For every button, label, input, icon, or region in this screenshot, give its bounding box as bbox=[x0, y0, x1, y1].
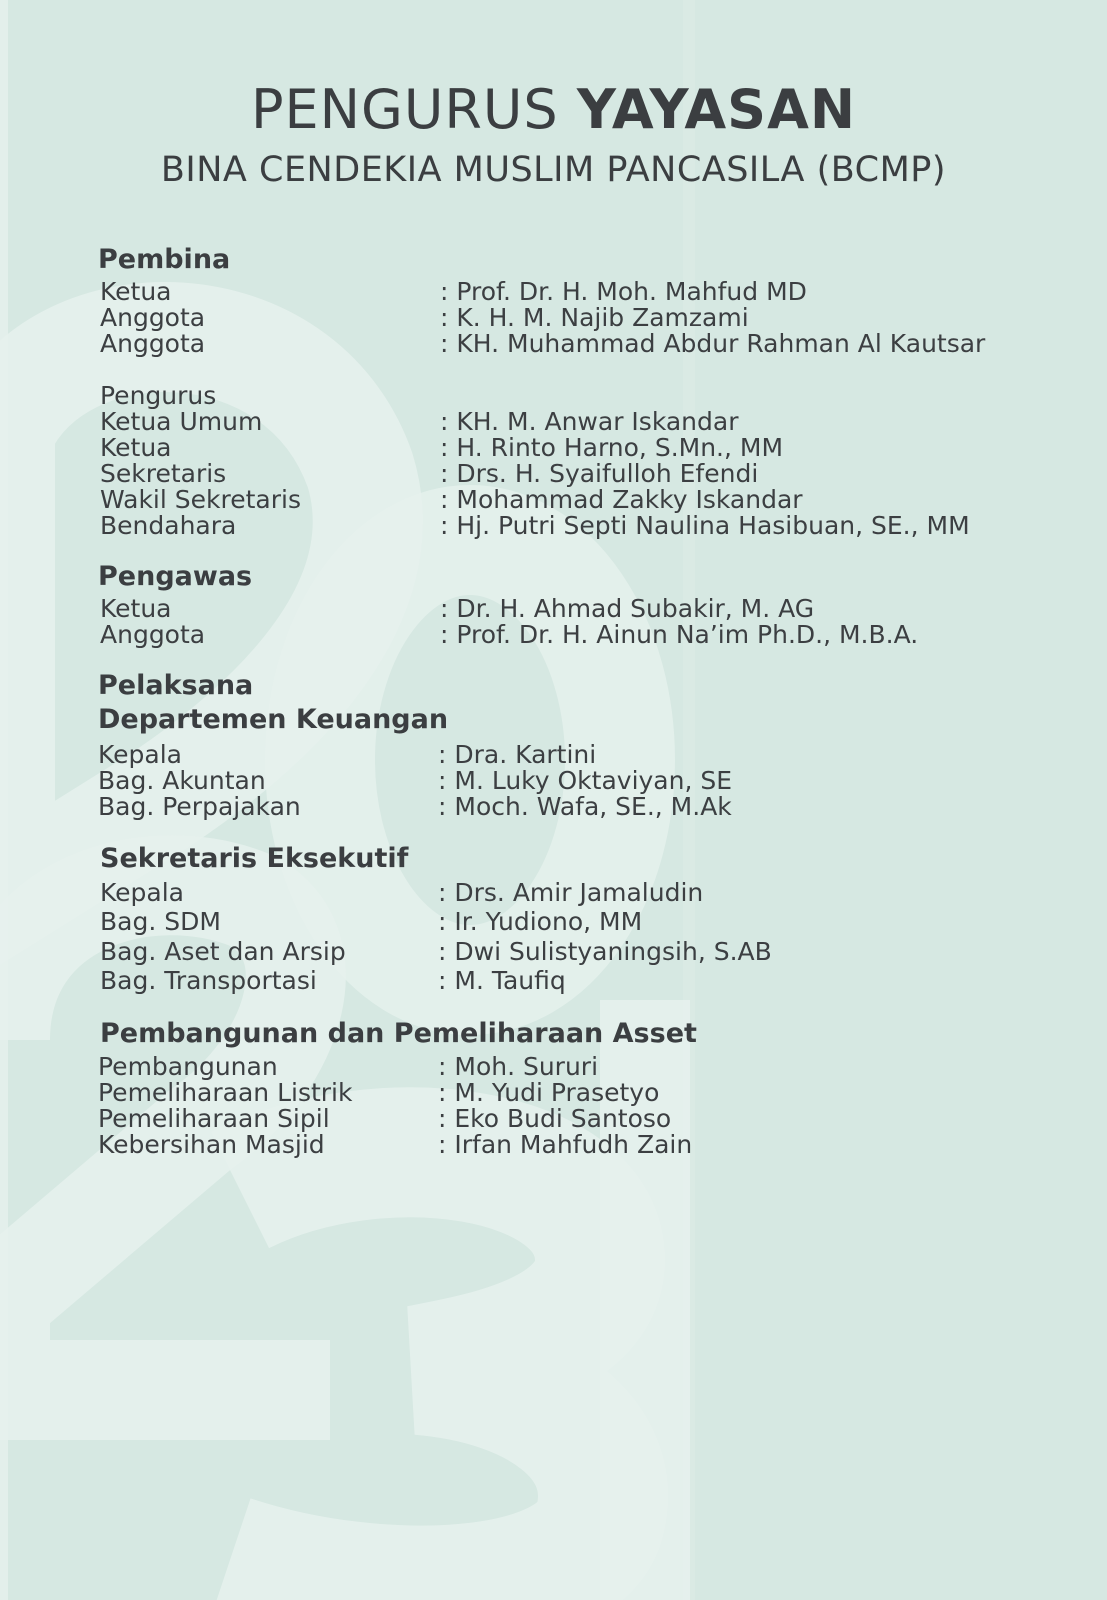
role-label: Anggota bbox=[100, 620, 206, 649]
person-name: : K. H. M. Najib Zamzami bbox=[440, 303, 749, 332]
list-item bbox=[98, 1080, 1098, 1106]
list-item bbox=[100, 880, 1100, 906]
person-name: : KH. Muhammad Abdur Rahman Al Kautsar bbox=[440, 329, 986, 358]
person-name: : Prof. Dr. H. Moh. Mahfud MD bbox=[440, 277, 807, 306]
person-name: : M. Yudi Prasetyo bbox=[438, 1078, 660, 1107]
role-label: Kepala bbox=[98, 740, 182, 769]
page-title bbox=[0, 78, 1107, 142]
list-item bbox=[98, 1054, 1098, 1080]
person-name: : Irfan Mahfudh Zain bbox=[438, 1130, 693, 1159]
role-label: Kepala bbox=[100, 878, 184, 907]
list-item bbox=[100, 279, 1100, 305]
person-name: : Eko Budi Santoso bbox=[438, 1104, 672, 1133]
title-part-2: YAYASAN bbox=[576, 78, 857, 141]
list-item bbox=[98, 794, 1098, 820]
person-name: : Moh. Sururi bbox=[438, 1052, 599, 1081]
role-label: Bag. Akuntan bbox=[98, 766, 266, 795]
role-label: Pemeliharaan Listrik bbox=[98, 1078, 353, 1107]
person-name: : Dr. H. Ahmad Subakir, M. AG bbox=[440, 594, 815, 623]
person-name: : M. Taufiq bbox=[438, 966, 566, 995]
role-label: Wakil Sekretaris bbox=[100, 485, 301, 514]
person-name: : KH. M. Anwar Iskandar bbox=[440, 407, 739, 436]
role-label: Ketua bbox=[100, 277, 172, 306]
subsection-heading-keuangan: Departemen Keuangan bbox=[98, 704, 449, 735]
list-item bbox=[100, 305, 1100, 331]
role-label: Bag. SDM bbox=[100, 907, 221, 936]
role-label: Bag. Transportasi bbox=[100, 966, 317, 995]
person-name: : Drs. H. Syaifulloh Efendi bbox=[440, 459, 759, 488]
list-item bbox=[100, 968, 1100, 994]
list-item bbox=[98, 742, 1098, 768]
person-name: : Moch. Wafa, SE., M.Ak bbox=[438, 792, 732, 821]
role-label: Anggota bbox=[100, 329, 206, 358]
person-name: : Mohammad Zakky Iskandar bbox=[440, 485, 803, 514]
role-label: Bendahara bbox=[100, 511, 237, 540]
subsection-heading-pembangunan: Pembangunan dan Pemeliharaan Asset bbox=[100, 1018, 697, 1049]
list-item bbox=[98, 1106, 1098, 1132]
role-label: Bag. Aset dan Arsip bbox=[100, 937, 346, 966]
list-item bbox=[100, 461, 1100, 487]
list-item bbox=[100, 435, 1100, 461]
list-item bbox=[100, 513, 1100, 539]
role-label: Anggota bbox=[100, 303, 206, 332]
section-heading-pengawas: Pengawas bbox=[98, 561, 253, 592]
list-item bbox=[100, 331, 1100, 357]
role-label: Bag. Perpajakan bbox=[98, 792, 301, 821]
person-name: : Dwi Sulistyaningsih, S.AB bbox=[438, 937, 772, 966]
role-label: Pemeliharaan Sipil bbox=[98, 1104, 330, 1133]
role-label: Pembangunan bbox=[98, 1052, 278, 1081]
list-item bbox=[100, 409, 1100, 435]
role-label: Sekretaris bbox=[100, 459, 227, 488]
subsection-heading-sekretaris: Sekretaris Eksekutif bbox=[100, 843, 409, 874]
list-item bbox=[100, 622, 1100, 648]
person-name: : H. Rinto Harno, S.Mn., MM bbox=[440, 433, 784, 462]
person-name: : Drs. Amir Jamaludin bbox=[438, 878, 704, 907]
list-item bbox=[100, 909, 1100, 935]
list-item bbox=[98, 768, 1098, 794]
list-item bbox=[98, 1132, 1098, 1158]
section-heading-pembina: Pembina bbox=[98, 244, 231, 275]
list-item bbox=[100, 939, 1100, 965]
person-name: : Dra. Kartini bbox=[438, 740, 597, 769]
person-name: : Prof. Dr. H. Ainun Na’im Ph.D., M.B.A. bbox=[440, 620, 919, 649]
title-part-1: PENGURUS bbox=[250, 78, 559, 141]
role-label: Kebersihan Masjid bbox=[98, 1130, 325, 1159]
person-name: : Hj. Putri Septi Naulina Hasibuan, SE., MM bbox=[440, 511, 970, 540]
section-heading-pengurus: Pengurus bbox=[100, 381, 217, 410]
role-label: Ketua Umum bbox=[100, 407, 263, 436]
section-heading-pelaksana: Pelaksana bbox=[98, 670, 254, 701]
person-name: : Ir. Yudiono, MM bbox=[438, 907, 643, 936]
page-subtitle: BINA CENDEKIA MUSLIM PANCASILA (BCMP) bbox=[160, 150, 947, 190]
person-name: : M. Luky Oktaviyan, SE bbox=[438, 766, 733, 795]
role-label: Ketua bbox=[100, 594, 172, 623]
list-item bbox=[100, 596, 1100, 622]
role-label: Ketua bbox=[100, 433, 172, 462]
list-item bbox=[100, 487, 1100, 513]
